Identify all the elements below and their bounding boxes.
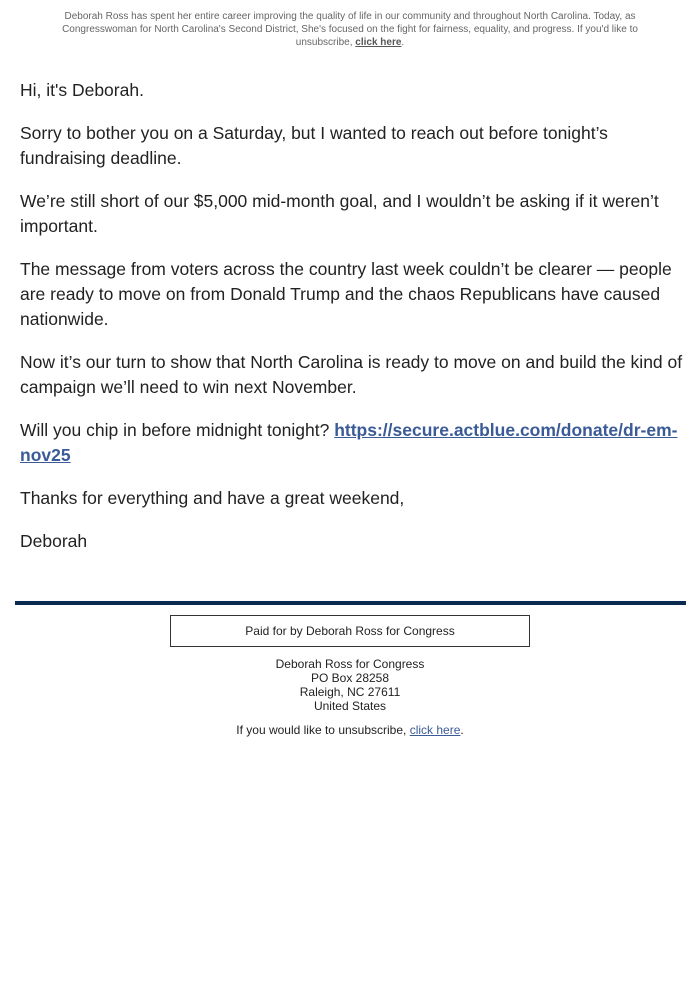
paragraph-goal: We’re still short of our $5,000 mid-month goal, and I wouldn’t be asking if it weren’t important.: [20, 191, 659, 236]
address-org: Deborah Ross for Congress: [275, 657, 425, 671]
email-body: [20, 78, 685, 572]
footer-divider: [15, 601, 686, 605]
paragraph-north-carolina: Now it’s our turn to show that North Carolina is ready to move on and build the kind of campaign we’ll need to win next November.: [20, 352, 683, 397]
closing: Thanks for everything and have a great weekend,: [20, 488, 405, 508]
unsubscribe-link[interactable]: click here: [409, 723, 461, 737]
paid-for-text: Paid for by Deborah Ross for Congress: [245, 624, 455, 638]
unsubscribe-text: If you would like to unsubscribe,: [236, 723, 410, 737]
paragraph-ask: [20, 418, 685, 468]
unsubscribe-end: .: [460, 723, 464, 737]
ask-text: Will you chip in before midnight tonight?: [20, 420, 335, 440]
address-po-box: PO Box 28258: [310, 671, 390, 685]
address-city: Raleigh, NC 27611: [299, 685, 401, 699]
paragraph-saturday: Sorry to bother you on a Saturday, but I wanted to reach out before tonight’s fundraising deadline.: [20, 123, 608, 168]
donate-link[interactable]: https://secure.actblue.com/donate/dr-em-nov25: [20, 420, 678, 465]
footer-unsubscribe: [100, 723, 600, 737]
paid-for-box: [170, 615, 530, 647]
preheader-unsubscribe-link[interactable]: click here: [355, 37, 402, 48]
address-country: United States: [313, 699, 387, 713]
preheader-text: Deborah Ross has spent her entire career improving the quality of life in our community and throughout North Carolina. Today, as Congresswoman for North Carolina's Second District, She's focused on the fight for fairness, equality, and progress. If you'd like to unsubscribe,: [62, 11, 638, 48]
greeting: Hi, it's Deborah.: [20, 80, 144, 100]
preheader-end: .: [401, 37, 405, 48]
mailing-address: [150, 657, 550, 713]
preheader: [40, 10, 660, 49]
paragraph-voters: The message from voters across the country last week couldn’t be clearer — people are ready to move on from Donald Trump and the chaos Republicans have caused nationwide.: [20, 259, 672, 329]
signature: Deborah: [20, 531, 88, 551]
